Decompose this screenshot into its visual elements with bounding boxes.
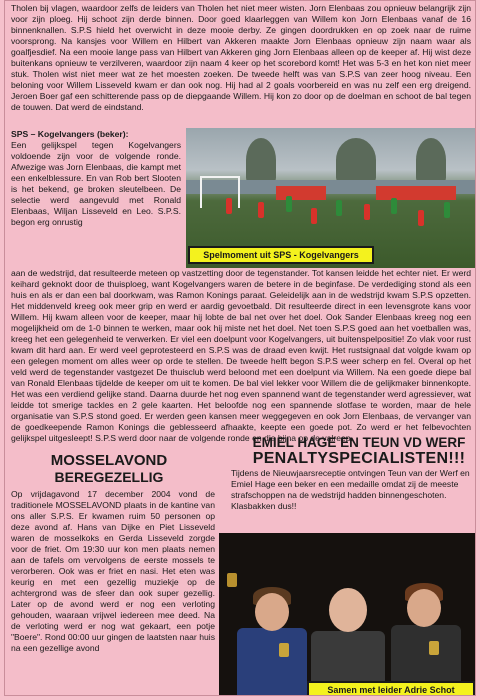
mosselavond-subtitle: BEREGEZELLIG [54, 469, 164, 485]
player-shape [444, 202, 450, 218]
trophy-icon [429, 641, 439, 655]
tree-shape [336, 138, 376, 182]
penalty-text: Tijdens de Nieuwjaarsreceptie ontvingen Teun van der Werf en Emiel Hage een beker en een medaille omdat zij de meeste strafschoppen na de wedstrijd hadden binnengeschoten. Klasbakken dus!! [231, 468, 470, 511]
sps-article-title: SPS – Kogelvangers (beker): [11, 129, 129, 139]
mosselavond-text: Op vrijdagavond 17 december 2004 vond de traditionele MOSSELAVOND plaats in de kantine van ons aller S.P.S. Er kwamen ruim 50 personen op deze avond af. Hans van Dijke en Piet Lisseveld waren de mosselkoks en Gerda Lisseveld zorgde voor de friet. Om 19:30 uur kon men plaats nemen aan de tafels om vervolgens de eerste mossels te verorberen. Ook was er friet en nasi. Het eten was keurig en met een gezellig muziekje op de achtergrond was de sfeer dan ook super gezellig. Later op de avond werd er nog een verloting gehouden, waaraan vrijwel iedereen mee deed. Na de verloting werd er nog wat gekaart, een potje "Boere". Rond 00:00 uur gingen de laatsten naar huis na een gezellige avond [11, 489, 215, 653]
face-shape [329, 588, 367, 632]
face-shape [407, 589, 441, 627]
award-photo [219, 533, 476, 696]
player-shape [336, 200, 342, 216]
player-shape [311, 208, 317, 224]
mosselavond-title: MOSSELAVOND [50, 452, 168, 469]
goal-shape [200, 176, 240, 208]
intro-article-text: Tholen bij vlagen, waardoor zelfs de leiders van Tholen het niet meer wisten. Jorn Elenbaas zou opnieuw belangrijk zijn voor zijn ploeg. Hij schoot zijn derde binnen. Door goed klaarleggen van Willem kon Jorn Elenbaas vanaf de 16 binnenknallen. S.P.S hield het overwicht in deze mooie derby. Ze gingen doordrukken en op zoek naar de ruime voorsprong. Na kansjes voor Willem en Hilbert van Akkeren maakte Jorn Elenbaas opnieuw zijn naam waar als goalfjesdief. Na een mooie lange pass van Hilbert van Akkeren ging Jorn Elenbaas alleen op de keeper af. Hij wist deze buitenkans opnieuw te verzilveren, waardoor zijn naam 4 keer op het scorebord komt! Het was 5-3 en het kon niet meer stuk. Tholen wist niet meer wat ze het moesten zoeken. De tweede helft was van S.P.S van zeer hoog niveau. Een beloning voor Willem Lisseveld kwam er dan ook nog. Hij had al 2 goals voorbereid en was nu zelf een erg dreigend. Jeroen Boer gaf een schitterende pass op de diepgaande Willem. Hij kon zo door op de doelman en schoot de bal tegen de touwen. Dat werd de eindstand. [11, 3, 471, 112]
sps-article-continued-text: aan de wedstrijd, dat resulteerde meteen op vastzetting door de tegenstander. Tot kansen leidde het echter niet. Er werd keihard geknokt door de thuisploeg, want Kogelvangers waren de betere in de beginfase. De verdediging stond als een huis en als er dan een bal doorkwam, was Ramon Konings paraat. Geleidelijk aan in de wedstrijd kwam S.P.S opzetten. Het middenveld kreeg ook meer grip en werd er aardig gevoetbald. Dit resulteerde direct in een levensgrote kans voor Willem. Hij kwam alleen voor de keeper, maar hij lobte de bal net over het doel. Ook Sander Elenbaas kreeg nog een mogelijkheid om de 1-0 binnen te werken, maar ook hij miste net het doel. Net toen S.P.S goed aan het voetballen was, kreeg het een gelegenheid te verwerken. Er viel een doelpunt voor Kogelvangers, uit buitenspelpositie! Zo vlak voor rust kwam dit hard aan. Er werd veel geprotesteerd en S.P.S was de draad even kwijt. Het rustsignaal dat volgde kwam op een gelegen moment om alles weer op orde te stellen. De tweede helft begon S.P.S weer scherp en fel. Overal op het veld werd de tegenstander vastgezet De thuisclub werd beloond met een doelpunt via Willem. Na een goede diepe bal van Ronald Elenbaas tijdelde de keeper om uit te komen. De bal viel lekker voor Willem die de gelijkmaker binnenkopte. Het was een verdiend gelijke stand. Daarna duurde het nog even spannend want de tegenstander werd agressiever, wat leidde tot smerige tackles en 2 gele kaarten. Het beloofde nog een spannende slotfase te worden, maar de hele organisatie van S.P.S stond goed. Er werden geen kansen meer weggegeven en ook Jorn Elenbaas, de vervanger van de goedkeepende Ramon Konings die geblesseerd afhaakte, keepte een goede pot. Zo werd er het felbevochten gelijkspel uitgesleept! S.P.S werd door naar de volgende ronde en die bijna op de valreep. [11, 268, 471, 443]
trophy-icon [227, 573, 237, 587]
penalty-heading [245, 435, 473, 467]
award-photo-caption: Samen met leider Adrie Schot [307, 681, 475, 696]
tree-shape [416, 138, 446, 182]
player-shape [364, 204, 370, 220]
newsletter-page [4, 0, 476, 696]
sps-article-left-text: Een gelijkspel tegen Kogelvangers voldoende zijn voor de volgende ronde. Afwezige was Jorn Elenbaas, die kampt met een enkelblessure. En van Rob bert Slooten is het bekend, ge broken sleutelbeen. De selectie werd aangevuld met Ronald Elenbaas, Wiljan Lisseveld en Leo. S.P.S. begon erg onrustig [11, 140, 181, 227]
player-shape [286, 196, 292, 212]
advert-board [276, 186, 326, 200]
tree-shape [246, 138, 276, 182]
mosselavond-heading [19, 453, 199, 485]
advert-board [376, 186, 456, 200]
trophy-icon [279, 643, 289, 657]
sps-article-column [11, 129, 181, 228]
player-shape [258, 202, 264, 218]
player-shape [418, 210, 424, 226]
penalty-subtitle: PENALTYSPECIALISTEN!!! [252, 450, 466, 467]
player-shape [391, 198, 397, 214]
player-shape [226, 198, 232, 214]
penalty-title: EMIEL HAGE EN TEUN VD WERF [252, 435, 466, 450]
match-photo-caption: Spelmoment uit SPS - Kogelvangers [188, 246, 374, 264]
face-shape [255, 593, 289, 631]
person-shape [237, 628, 307, 696]
